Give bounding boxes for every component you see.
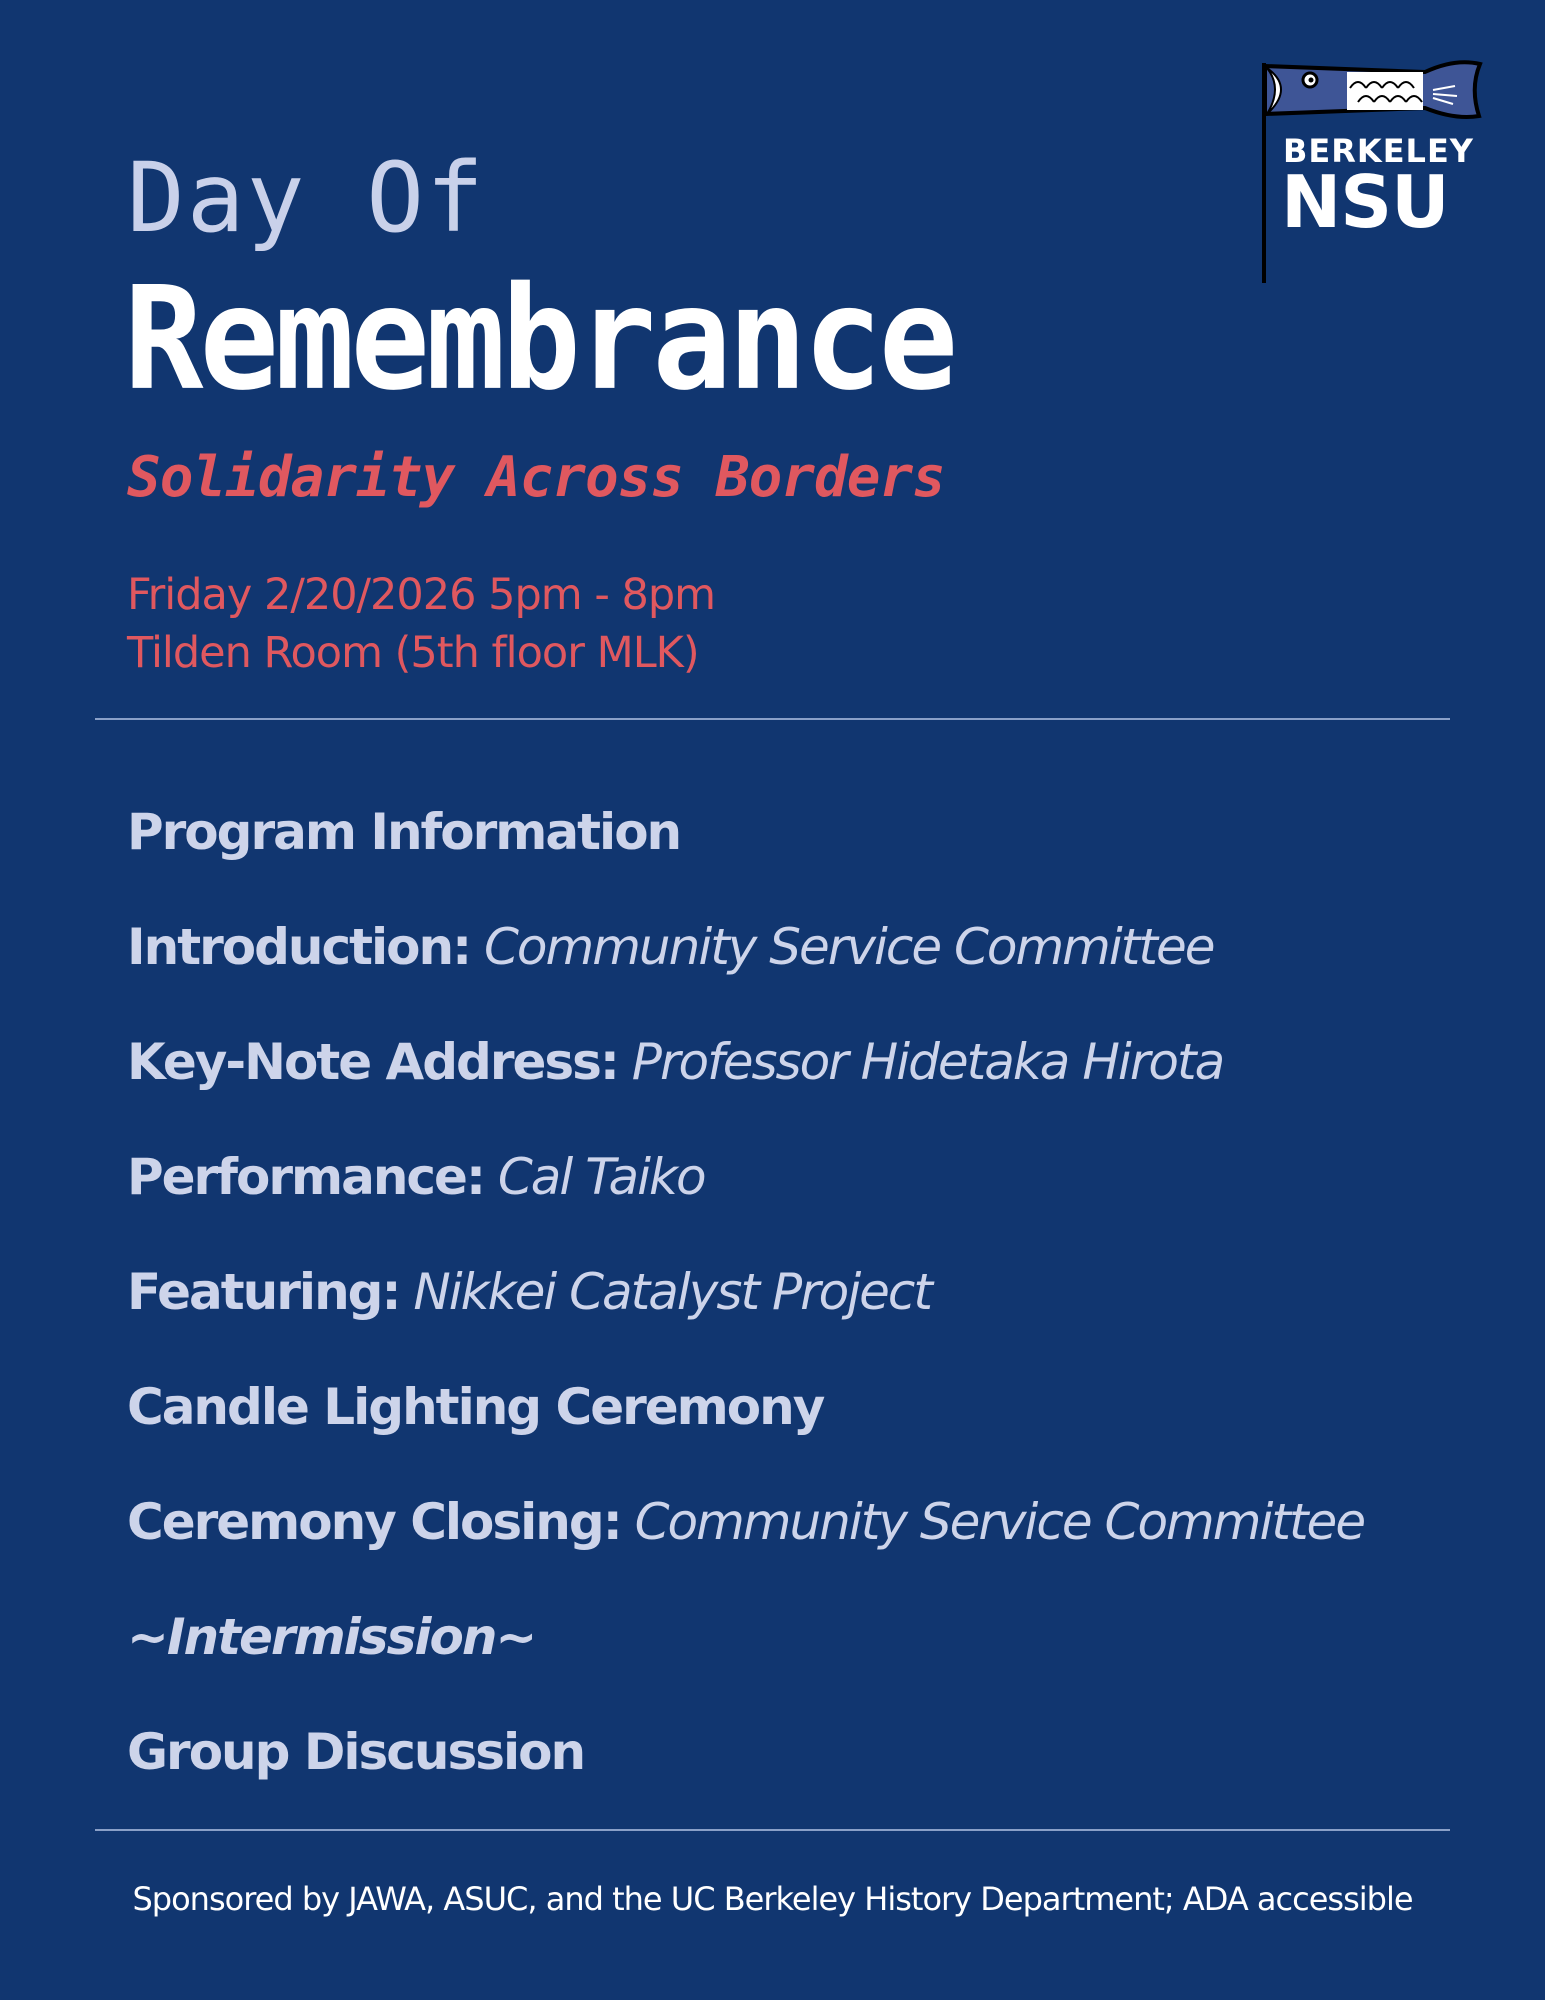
title-line-2: Remembrance [124, 256, 955, 423]
logo-text-nsu: NSU [1281, 160, 1449, 244]
program-intermission: ~Intermission~ [127, 1608, 536, 1666]
program-item: Candle Lighting Ceremony [127, 1378, 824, 1436]
event-date-time: Friday 2/20/2026 5pm - 8pm [127, 570, 716, 620]
sponsors-footer: Sponsored by JAWA, ASUC, and the UC Berkeley History Department; ADA accessible [132, 1880, 1413, 1918]
program-item-final: Group Discussion [127, 1723, 585, 1781]
program-item: Introduction: Community Service Committee [127, 918, 1214, 976]
title-line-1: Day Of [127, 142, 486, 254]
divider-bottom [95, 1829, 1450, 1831]
program-list [127, 775, 1364, 1810]
subtitle: Solidarity Across Borders [127, 445, 945, 510]
logo-text-berkeley: BERKELEY [1283, 132, 1474, 170]
event-details [127, 566, 715, 682]
program-item: Ceremony Closing: Community Service Committee [127, 1493, 1365, 1551]
event-location: Tilden Room (5th floor MLK) [127, 628, 699, 678]
program-item: Key-Note Address: Professor Hidetaka Hirota [127, 1033, 1224, 1091]
divider-top [95, 718, 1450, 720]
program-heading: Program Information [127, 803, 681, 861]
program-item: Performance: Cal Taiko [127, 1148, 705, 1206]
program-item: Featuring: Nikkei Catalyst Project [127, 1263, 931, 1321]
